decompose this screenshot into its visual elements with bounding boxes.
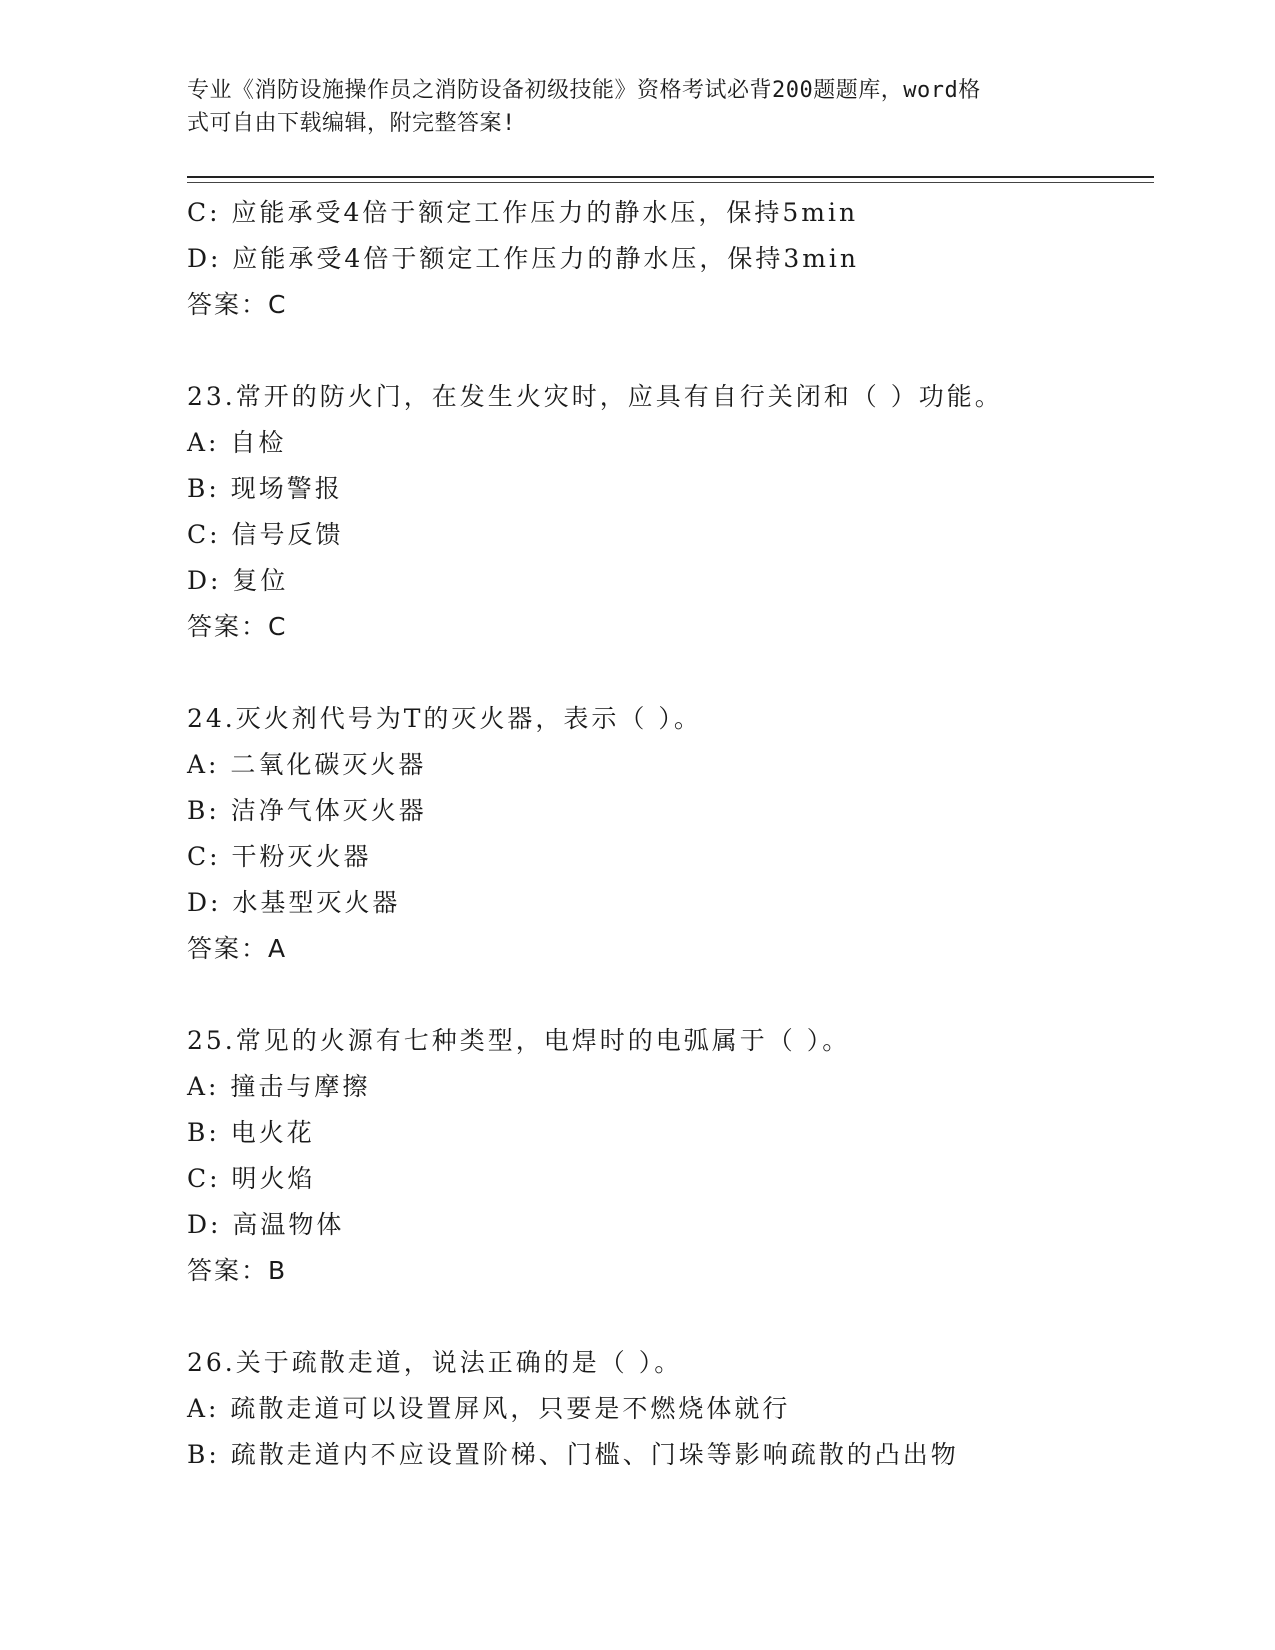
question-stem: 26.关于疏散走道，说法正确的是（ ）。	[187, 1348, 683, 1377]
question-stem: 25.常见的火源有七种类型，电焊时的电弧属于（ ）。	[187, 1026, 851, 1055]
option-c: C: 干粉灭火器	[187, 842, 372, 871]
question-stem: 23.常开的防火门，在发生火灾时，应具有自行关闭和（ ）功能。	[187, 382, 1003, 411]
question-24	[187, 696, 1147, 972]
option-d: D: 水基型灭火器	[187, 888, 401, 917]
answer-line: 答案：C	[187, 612, 288, 641]
option-c: C: 信号反馈	[187, 520, 344, 549]
header-line-1: 专业《消防设施操作员之消防设备初级技能》资格考试必背200题题库，word格	[187, 78, 981, 103]
header-line-2: 式可自由下载编辑，附完整答案!	[187, 111, 516, 136]
option-b: B: 电火花	[187, 1118, 315, 1147]
question-23	[187, 374, 1147, 650]
answer-line: 答案：A	[187, 934, 288, 963]
header-divider-thick	[187, 176, 1154, 178]
option-b: B: 现场警报	[187, 474, 343, 503]
option-c: C: 明火焰	[187, 1164, 316, 1193]
option-a: A: 撞击与摩擦	[187, 1072, 371, 1101]
question-list	[187, 190, 1147, 1478]
question-26	[187, 1340, 1147, 1478]
answer-line: 答案：B	[187, 1256, 288, 1285]
question-25	[187, 1018, 1147, 1294]
option-d: D: 高温物体	[187, 1210, 345, 1239]
question-22-continuation	[187, 190, 1147, 328]
question-stem: 24.灭火剂代号为T的灭火器，表示（ ）。	[187, 704, 702, 733]
header-divider-thin	[187, 182, 1154, 183]
option-d: D: 应能承受4倍于额定工作压力的静水压，保持3min	[187, 244, 860, 273]
option-a: A: 疏散走道可以设置屏风，只要是不燃烧体就行	[187, 1394, 791, 1423]
option-a: A: 二氧化碳灭火器	[187, 750, 427, 779]
option-b: B: 疏散走道内不应设置阶梯、门槛、门垛等影响疏散的凸出物	[187, 1440, 959, 1469]
option-b: B: 洁净气体灭火器	[187, 796, 427, 825]
option-a: A: 自检	[187, 428, 287, 457]
document-header	[187, 74, 1067, 140]
answer-line: 答案：C	[187, 290, 288, 319]
option-c: C: 应能承受4倍于额定工作压力的静水压，保持5min	[187, 198, 859, 227]
option-d: D: 复位	[187, 566, 289, 595]
